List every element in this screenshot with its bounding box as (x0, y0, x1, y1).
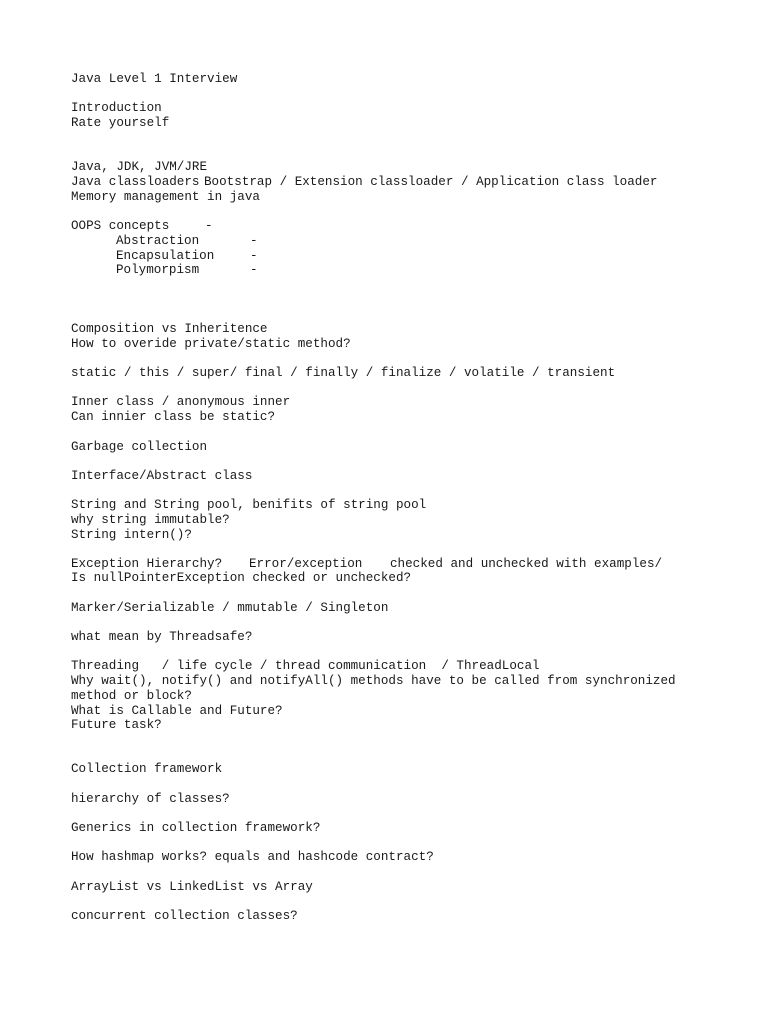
line-string-intern: String intern()? (71, 528, 192, 542)
oops-item-polymorphism: Polymorpism (116, 263, 200, 277)
line-hierarchy-classes: hierarchy of classes? (71, 792, 230, 806)
oops-item-dash: - (250, 249, 258, 263)
line-arraylist-linkedlist: ArrayList vs LinkedList vs Array (71, 880, 313, 894)
line-concurrent-collections: concurrent collection classes? (71, 909, 298, 923)
oops-item-encapsulation: Encapsulation (116, 249, 215, 263)
line-introduction: Introduction (71, 101, 162, 115)
line-threadsafe: what mean by Threadsafe? (71, 630, 253, 644)
line-threading: Threading / life cycle / thread communication / ThreadLocal (71, 659, 540, 673)
line-inner-class: Inner class / anonymous inner (71, 395, 291, 409)
line-string-pool: String and String pool, benifits of string pool (71, 498, 427, 512)
line-exception-hierarchy: Exception Hierarchy? (71, 557, 223, 571)
line-classloader-types: Bootstrap / Extension classloader / Application class loader (204, 175, 658, 189)
line-collection-framework: Collection framework (71, 762, 223, 776)
line-override: How to overide private/static method? (71, 337, 351, 351)
line-npe-checked: Is nullPointerException checked or unchecked? (71, 571, 412, 585)
oops-heading-dash: - (205, 219, 213, 233)
line-java-jdk-jvm: Java, JDK, JVM/JRE (71, 160, 208, 174)
line-error-exception: Error/exception (249, 557, 363, 571)
line-memory-management: Memory management in java (71, 190, 260, 204)
oops-item-dash: - (250, 263, 258, 277)
line-generics: Generics in collection framework? (71, 821, 321, 835)
line-callable-future: What is Callable and Future? (71, 704, 283, 718)
line-checked-unchecked: checked and unchecked with examples/ (390, 557, 663, 571)
line-wait-notify: Why wait(), notify() and notifyAll() methods have to be called from synchronized (71, 674, 676, 688)
line-keywords: static / this / super/ final / finally / finalize / volatile / transient (71, 366, 616, 380)
line-inner-static: Can innier class be static? (71, 410, 276, 424)
line-hashmap: How hashmap works? equals and hashcode contract? (71, 850, 434, 864)
line-garbage-collection: Garbage collection (71, 440, 208, 454)
line-rate-yourself: Rate yourself (71, 116, 170, 130)
line-string-immutable: why string immutable? (71, 513, 230, 527)
oops-heading: OOPS concepts (71, 219, 170, 233)
line-interface-abstract: Interface/Abstract class (71, 469, 253, 483)
document-title: Java Level 1 Interview (71, 72, 238, 86)
oops-item-abstraction: Abstraction (116, 234, 200, 248)
line-marker-serializable: Marker/Serializable / mmutable / Singleton (71, 601, 389, 615)
line-method-or-block: method or block? (71, 689, 192, 703)
oops-item-dash: - (250, 234, 258, 248)
line-future-task: Future task? (71, 718, 162, 732)
line-composition: Composition vs Inheritence (71, 322, 268, 336)
line-java-classloaders: Java classloaders (71, 175, 200, 189)
